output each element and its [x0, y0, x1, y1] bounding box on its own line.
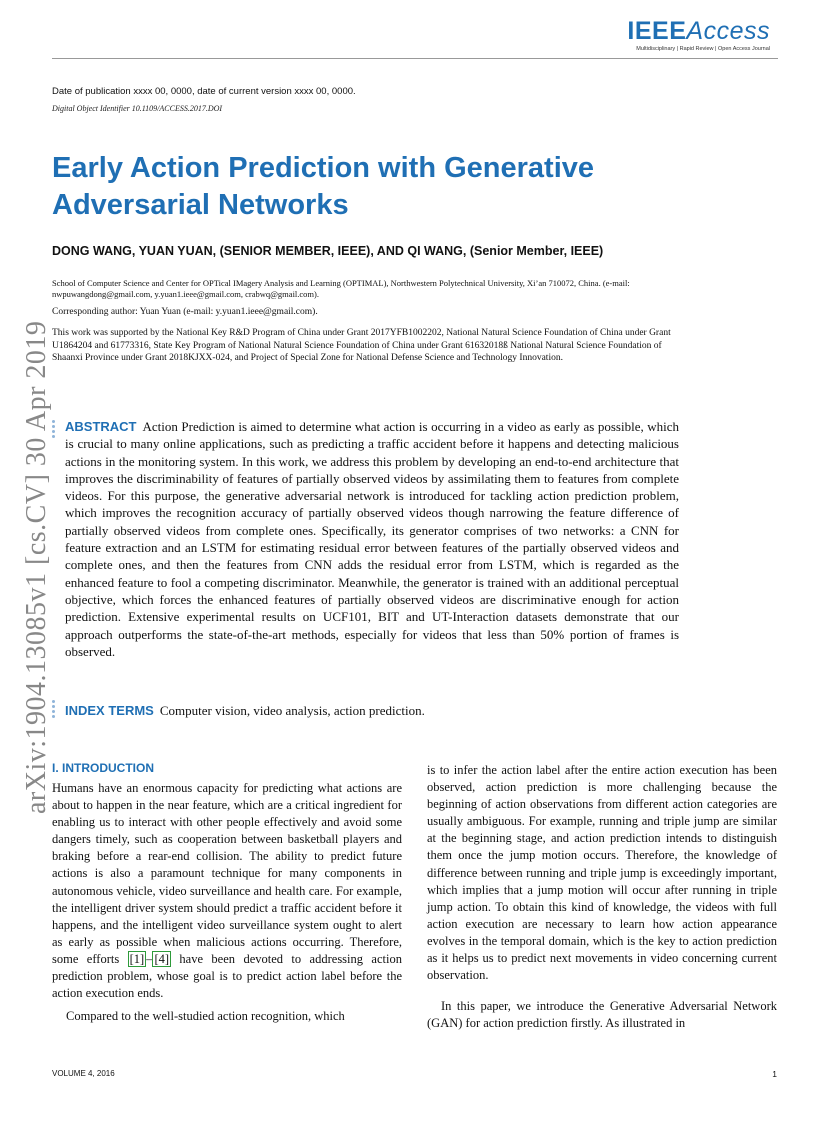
doi: Digital Object Identifier 10.1109/ACCESS.2017.DOI: [52, 104, 223, 113]
paper-title: Early Action Prediction with Generative Adversarial Networks: [52, 152, 595, 221]
citation-link-4[interactable]: [4]: [154, 951, 170, 966]
journal-logo: [627, 18, 770, 52]
index-terms: [65, 702, 679, 719]
section-heading-introduction: I. INTRODUCTION: [52, 761, 154, 775]
index-terms-label: INDEX TERMS: [65, 703, 154, 718]
citation-link-1[interactable]: [1]: [129, 951, 145, 966]
arxiv-stamp: arXiv:1904.13085v1 [cs.CV] 30 Apr 2019: [21, 320, 52, 814]
funding-note: This work was supported by the National Key R&D Program of China under Grant 2017YFB1002202, National Natural Science Foundation of China under Grant U1864204 and 61773316, State Key Program of National Natural Science Foundation of China under Grant 61632018ß National Natural Science Foundation of Shaanxi Province under Grant 2018KJXX-024, and Project of Special Zone for National Defense Science and Technology Innovation.: [52, 328, 671, 363]
author-list: DONG WANG, YUAN YUAN, (SENIOR MEMBER, IEEE), AND QI WANG, (Senior Member, IEEE): [52, 244, 604, 258]
footer-volume: VOLUME 4, 2016: [52, 1069, 115, 1078]
abstract-label: ABSTRACT: [65, 419, 137, 434]
index-terms-marker: [52, 700, 56, 720]
header-divider: [52, 58, 778, 59]
logo-wordmark: IEEEAccess: [627, 17, 770, 45]
publication-date: Date of publication xxxx 00, 0000, date of current version xxxx 00, 0000.: [52, 86, 356, 97]
right-column: [427, 762, 777, 1032]
left-column: [52, 760, 402, 1025]
abstract: [65, 418, 679, 660]
intro-paragraph-2: Compared to the well-studied action recognition, which: [66, 1009, 345, 1024]
intro-paragraph-1: Humans have an enormous capacity for predicting what actions are about to happen in the near feature, which are a critical ingredient for enabling us to interact with other people effectively and avoid some dangers timely, such as cooperation between basketball players and braking before a rear-end collision. The ability to predict future actions is also a paramount technique for many components in autonomous vehicle, video surveillance and health care. For example, the intelligent driver system should predict a traffic accident before it happens, and the intelligent video surveillance system ought to alert as early as possible when malicious actions occurring. Therefore, some efforts [1] – [4] have been devoted to addressing action prediction problem, whose goal is to predict action label before the action execution ends.: [52, 781, 402, 1001]
corresponding-author: Corresponding author: Yuan Yuan (e-mail: y.yuan1.ieee@gmail.com).: [52, 307, 318, 317]
intro-paragraph-4: In this paper, we introduce the Generative Adversarial Network (GAN) for action prediction firstly. As illustrated in: [427, 999, 777, 1031]
affiliation: School of Computer Science and Center for OPTical IMagery Analysis and Learning (OPTIMAL), Northwestern Polytechnical University, Xi’an 710072, China. (e-mail: nwpuwangdong@gmail.com, y.yuan1.ieee@gmail.com, crabwq@gmail.com).: [52, 278, 630, 299]
intro-paragraph-3: is to infer the action label after the entire action execution has been observed, action prediction is more challenging because the beginning of action observations from different action categories are usually ambiguous. For example, running and triple jump are similar at the beginning stage, and action prediction intends to distinguish them once the jump motion occurs. Therefore, the knowledge of difference between running and triple jump is exceedingly important, which implies that a jump motion will occur after running in triple jump action. To obtain this kind of knowledge, the videos with full action execution are necessary to learn how action appearance evolves in the temporal domain, which is the key to action prediction as it helps us to predict next movements in video concerning current observation.: [427, 763, 777, 983]
abstract-marker: [52, 420, 56, 440]
abstract-text: Action Prediction is aimed to determine what action is occurring in a video as early as possible, which is crucial to many online applications, such as predicting a traffic accident before it happens and detecting malicious actions in the monitoring system. In this work, we address this problem by developing an end-to-end architecture that improves the discriminability of features of partially observed videos by assimilating them to features from complete videos. For this purpose, the generative adversarial network is introduced for tackling action prediction problem, which improves the recognition accuracy of partially observed videos though narrowing the feature difference of partially observed videos from complete ones. Specifically, its generator comprises of two networks: a CNN for feature extraction and an LSTM for estimating residual error between features of the partially observed videos and complete ones, and then the features from CNN adds the residual error from LSTM, which is regarded as the enhanced feature to fool a competing discriminator. Meanwhile, the generator is trained with an additional perceptual objective, which forces the enhanced features of partially observed videos are discriminative enough for action prediction. Extensive experimental results on UCF101, BIT and UT-Interaction datasets demonstrate that our approach outperforms the state-of-the-art methods, especially for videos that less than 50% portion of frames is observed.: [65, 419, 679, 659]
page-number: 1: [772, 1069, 777, 1079]
logo-tagline: Multidisciplinary | Rapid Review | Open Access Journal: [636, 46, 770, 52]
index-terms-text: Computer vision, video analysis, action prediction.: [159, 703, 425, 718]
